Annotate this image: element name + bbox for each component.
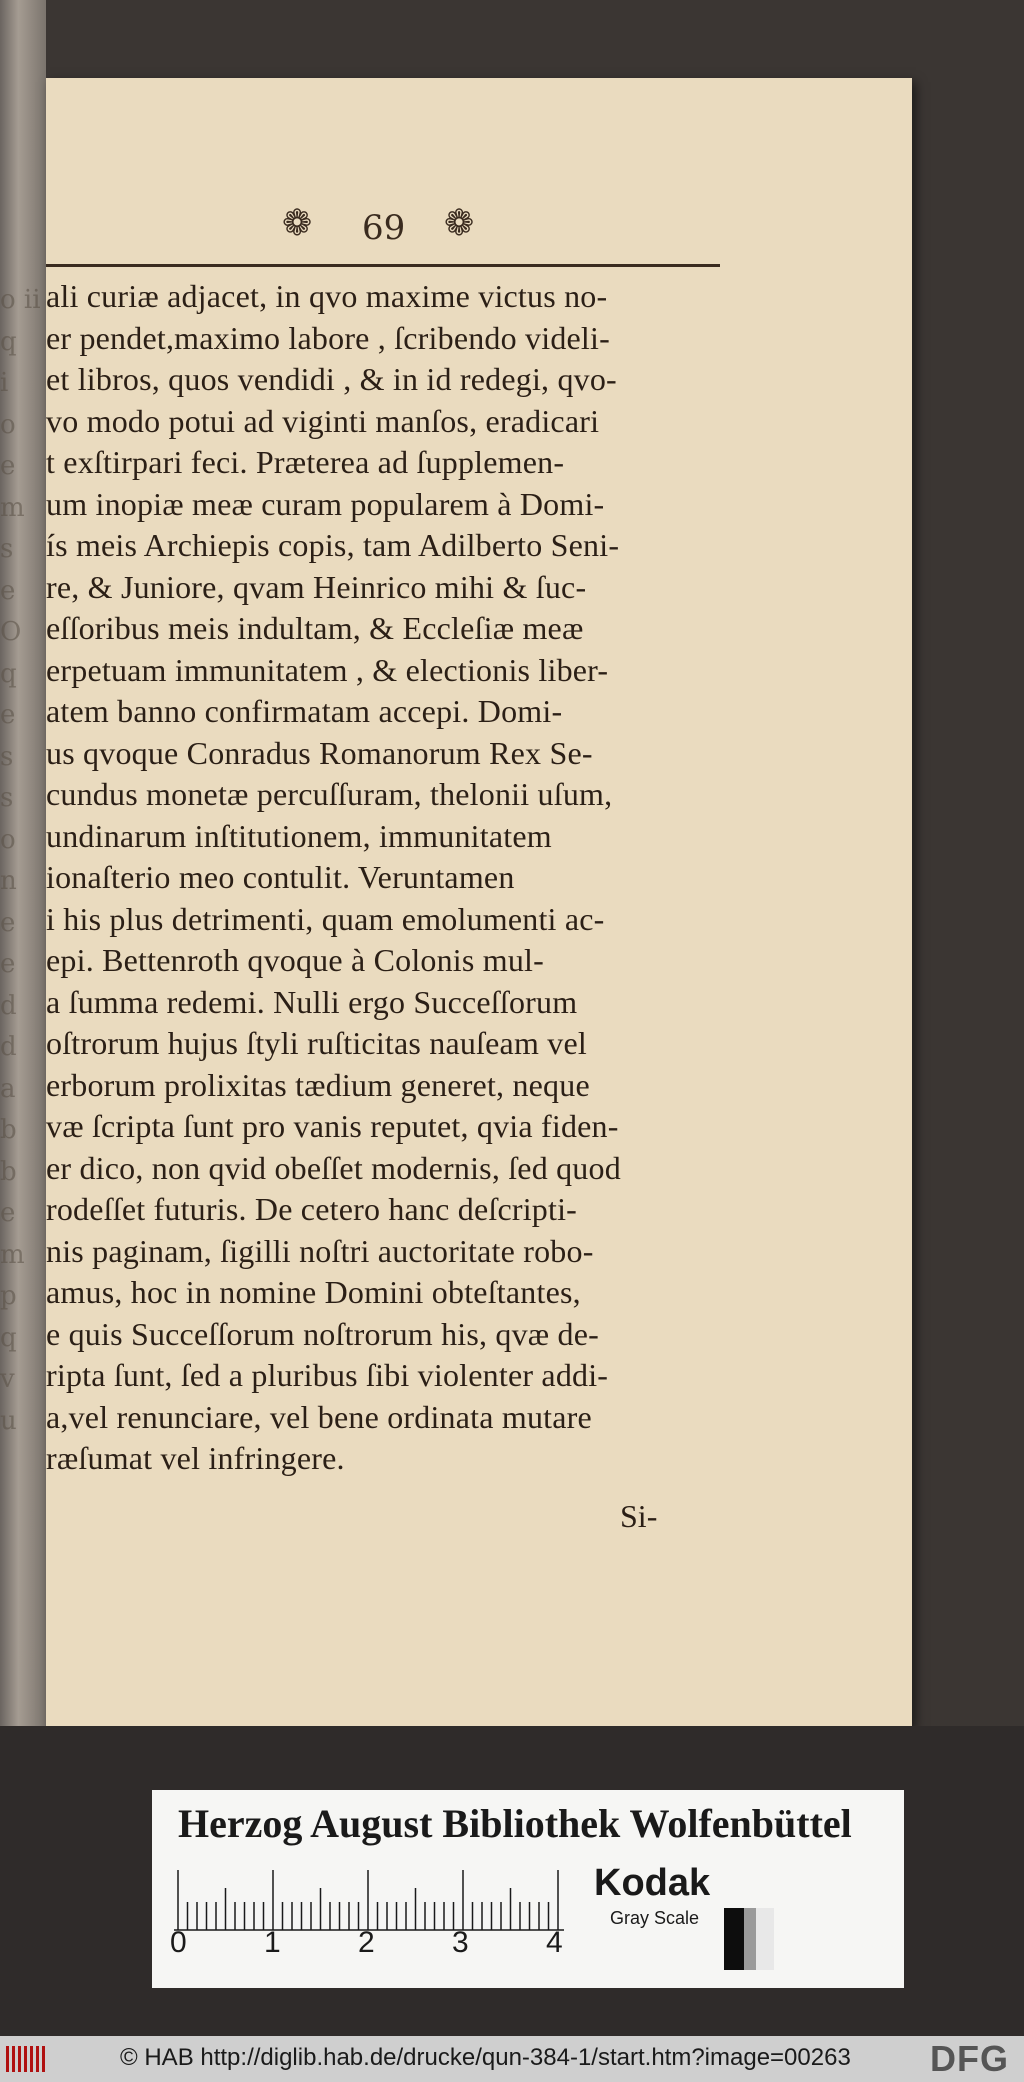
ghost-line: s xyxy=(0,741,14,772)
book-page xyxy=(46,78,912,1726)
ghost-line: m xyxy=(0,1239,25,1270)
ruler-label: 3 xyxy=(452,1926,469,1959)
text-line: us qvoque Conradus Romanorum Rex Se- xyxy=(46,734,593,771)
ghost-line: d xyxy=(0,990,17,1021)
ghost-line: o ii xyxy=(0,285,41,315)
ghost-line: e xyxy=(0,907,16,938)
ghost-line: e xyxy=(0,575,16,606)
text-line: i his plus detrimenti, quam emolumenti ac- xyxy=(46,900,605,937)
ghost-line: q xyxy=(0,658,17,689)
text-line: et libros, quos vendidi , & in id redegi, qvo- xyxy=(46,361,617,397)
color-calibration-card xyxy=(152,1790,904,1988)
ghost-line: d xyxy=(0,1032,17,1062)
ghost-line: s xyxy=(0,783,14,813)
text-line: amus, hoc in nomine Domini obteſtantes, xyxy=(46,1274,581,1310)
footer-bar xyxy=(0,2036,1024,2082)
ghost-line: i xyxy=(0,368,9,398)
ghost-line: o xyxy=(0,824,16,855)
header-rule xyxy=(46,264,720,267)
ghost-line: n xyxy=(0,866,17,896)
ghost-line: b xyxy=(0,1156,17,1187)
text-line: væ ſcripta ſunt pro vanis reputet, qvia fiden- xyxy=(46,1108,619,1144)
text-line: rodeſſet futuris. De cetero hanc deſcripti- xyxy=(46,1191,578,1227)
text-line: t exſtirpari feci. Præterea ad ſupplemen- xyxy=(46,444,565,480)
text-line: um inopiæ meæ curam popularem à Domi- xyxy=(46,485,605,522)
adjacent-page-text xyxy=(0,280,50,1442)
ghost-line: s xyxy=(0,534,14,564)
page-number: 69 xyxy=(362,208,406,248)
ghost-line: O xyxy=(0,617,22,647)
library-name: Herzog August Bibliothek Wolfenbüttel xyxy=(178,1801,852,1846)
kodak-brand: Kodak xyxy=(594,1862,711,1904)
gray-patch-black xyxy=(724,1908,744,1970)
text-line: a ſumma redemi. Nulli ergo Succeſſorum xyxy=(46,983,578,1020)
text-line: cundus monetæ percuſſuram, thelonii uſum, xyxy=(46,776,613,812)
text-line: erpetuam immunitatem , & electionis liber- xyxy=(46,651,609,688)
catchword: Si- xyxy=(620,1498,658,1534)
ruler-label: 1 xyxy=(264,1926,281,1959)
text-line: oſtrorum hujus ſtyli ruſticitas nauſeam vel xyxy=(46,1025,587,1061)
text-line: ali curiæ adjacet, in qvo maxime victus no- xyxy=(46,278,608,314)
ghost-line: a xyxy=(0,1073,16,1104)
body-text xyxy=(46,276,726,1480)
ghost-line: e xyxy=(0,1198,16,1228)
ghost-line: v xyxy=(0,1364,15,1394)
text-line: erborum prolixitas tædium generet, neque xyxy=(46,1066,590,1103)
ghost-line: q xyxy=(0,326,17,357)
ghost-line: p xyxy=(0,1281,17,1311)
ghost-line: b xyxy=(0,1115,17,1145)
ornament-left-icon: ❁ xyxy=(282,203,313,244)
ghost-line: m xyxy=(0,492,25,523)
ghost-line: e xyxy=(0,700,16,730)
dfg-logo: DFG xyxy=(930,2038,1009,2079)
gray-patch-mid xyxy=(744,1908,756,1970)
text-line: vo modo potui ad viginti manſos, eradicari xyxy=(46,402,600,439)
gray-patch-light xyxy=(756,1908,774,1970)
text-line: ræſumat vel infringere. xyxy=(46,1440,345,1476)
ruler-label: 0 xyxy=(170,1926,187,1959)
ghost-line: e xyxy=(0,949,16,979)
text-line: e quis Succeſſorum noſtrorum his, qvæ de- xyxy=(46,1315,600,1352)
text-line: epi. Bettenroth qvoque à Colonis mul- xyxy=(46,942,544,978)
text-line: a,vel renunciare, vel bene ordinata mutare xyxy=(46,1398,592,1435)
text-line: ionaſterio meo contulit. Veruntamen xyxy=(46,859,515,895)
text-line: undinarum inſtitutionem, immunitatem xyxy=(46,817,552,854)
ruler-label: 4 xyxy=(546,1926,563,1959)
barcode-icon xyxy=(6,2046,48,2072)
copyright-url[interactable]: © HAB http://diglib.hab.de/drucke/qun-384-1/start.htm?image=00263 xyxy=(120,2044,851,2071)
scale-ruler xyxy=(174,1870,564,1932)
text-line: ripta ſunt, ſed a pluribus ſibi violenter addi- xyxy=(46,1357,609,1393)
ornament-right-icon: ❁ xyxy=(444,203,475,244)
ghost-line: o xyxy=(0,409,16,440)
ghost-line: e xyxy=(0,451,16,481)
ruler-label: 2 xyxy=(358,1926,375,1959)
ghost-line: q xyxy=(0,1322,17,1353)
gray-scale-label: Gray Scale xyxy=(610,1908,700,1928)
text-line: eſſoribus meis indultam, & Eccleſiæ meæ xyxy=(46,610,584,646)
text-line: ís meis Archiepis copis, tam Adilberto Seni- xyxy=(46,527,620,563)
text-line: nis paginam, ſigilli noſtri auctoritate robo- xyxy=(46,1232,594,1269)
text-line: er dico, non qvid obeſſet modernis, ſed quod xyxy=(46,1149,621,1186)
text-line: re, & Juniore, qvam Heinrico mihi & ſuc- xyxy=(46,568,587,605)
text-line: atem banno confirmatam accepi. Domi- xyxy=(46,693,563,729)
text-line: er pendet,maximo labore , ſcribendo videli- xyxy=(46,319,610,356)
ghost-line: u xyxy=(0,1405,17,1436)
